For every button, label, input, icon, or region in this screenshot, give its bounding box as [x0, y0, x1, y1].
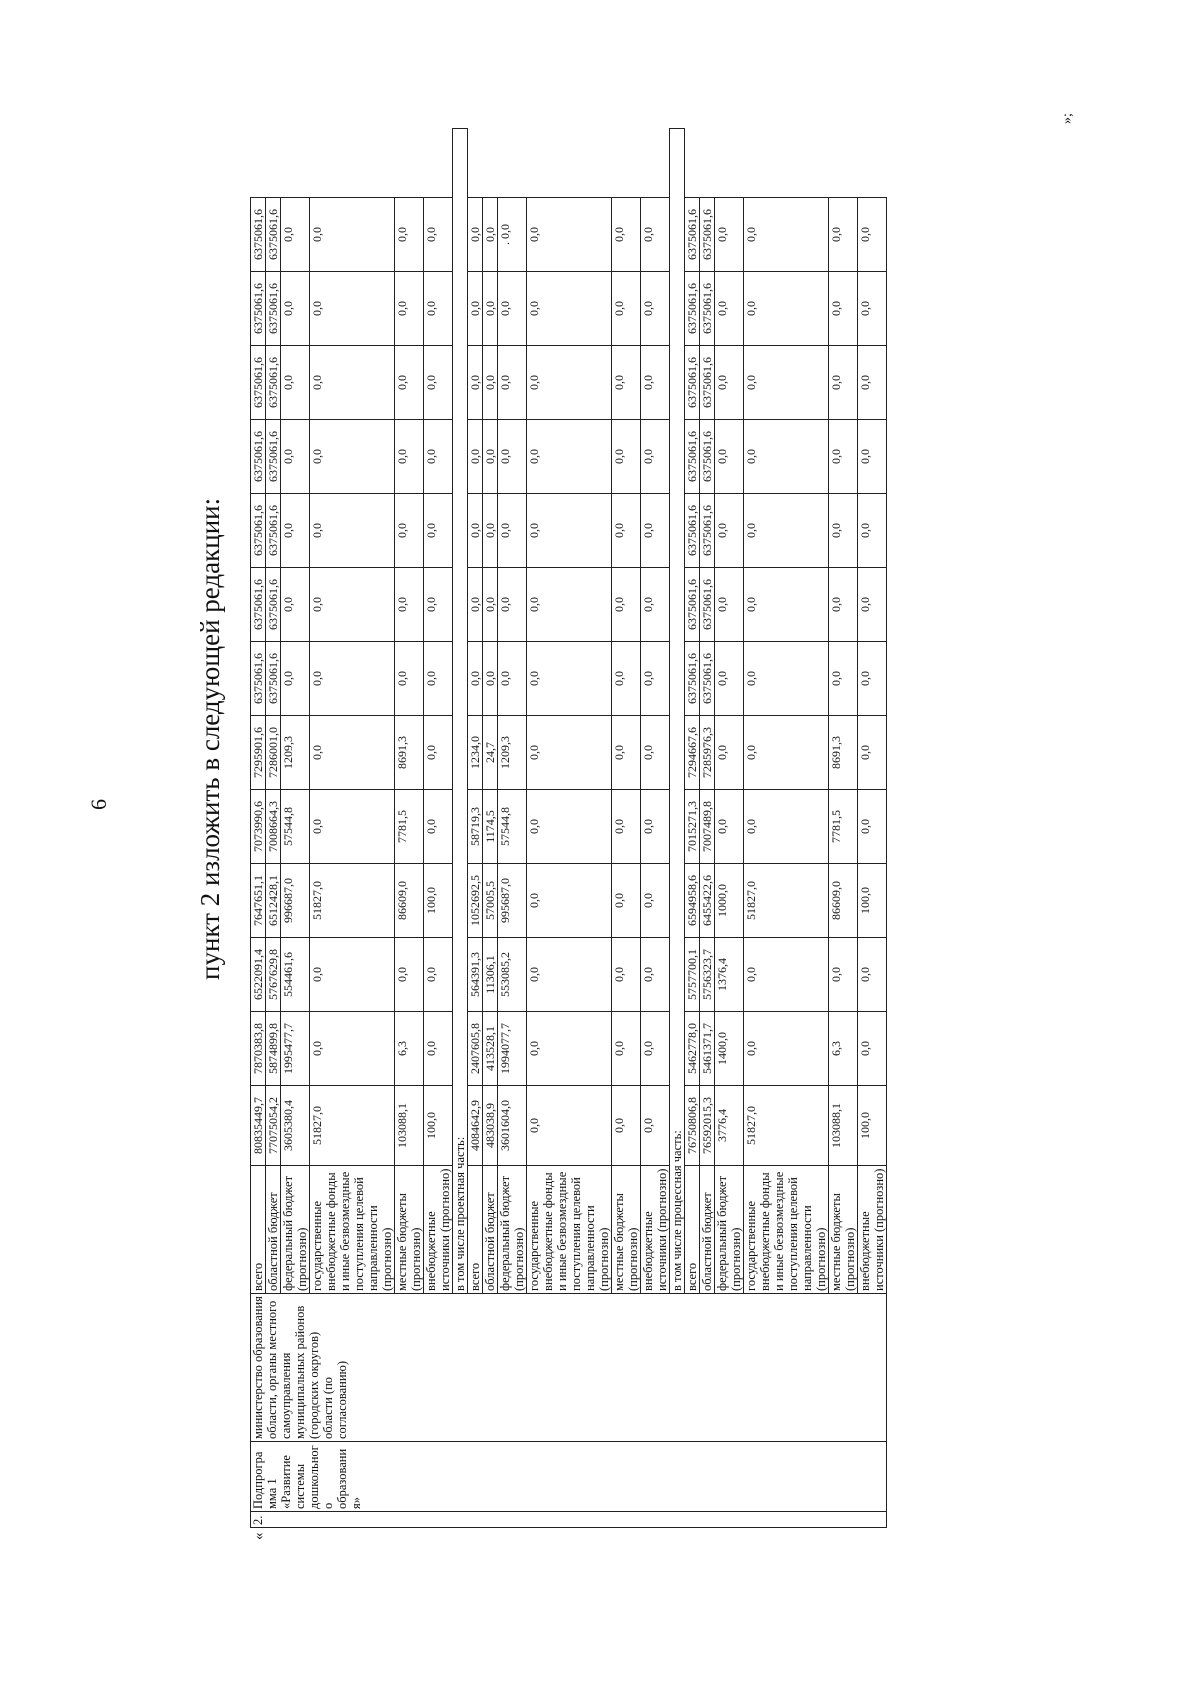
amount-cell: 0,0 — [641, 420, 670, 494]
amount-cell: . 0,0 — [498, 198, 527, 272]
amount-cell: 6375061,6 — [700, 272, 715, 346]
amount-cell: 0,0 — [829, 272, 858, 346]
amount-cell: 0,0 — [310, 568, 395, 642]
amount-cell: 6375061,6 — [266, 198, 281, 272]
amount-cell: 100,0 — [424, 1086, 453, 1166]
amount-cell: 996687,0 — [281, 864, 310, 938]
amount-cell: 0,0 — [744, 1012, 829, 1086]
amount-cell: 0,0 — [829, 420, 858, 494]
amount-cell: 0,0 — [641, 938, 670, 1012]
amount-cell: 0,0 — [612, 1012, 641, 1086]
amount-cell: 0,0 — [744, 716, 829, 790]
amount-cell: 0,0 — [310, 642, 395, 716]
amount-cell: 5461371,7 — [700, 1012, 715, 1086]
amount-cell: 0,0 — [395, 494, 424, 568]
amount-cell: 6375061,6 — [685, 568, 700, 642]
amount-cell: 0,0 — [483, 346, 498, 420]
amount-cell: 80835449,7 — [251, 1086, 266, 1166]
amount-cell: 1995477,7 — [281, 1012, 310, 1086]
amount-cell: 6375061,6 — [251, 642, 266, 716]
amount-cell: 0,0 — [483, 494, 498, 568]
amount-cell: 2407605,8 — [468, 1012, 483, 1086]
amount-cell: 0,0 — [858, 420, 887, 494]
amount-cell: 0,0 — [612, 642, 641, 716]
amount-cell: 103088,1 — [395, 1086, 424, 1166]
amount-cell: 6375061,6 — [251, 420, 266, 494]
amount-cell: 0,0 — [424, 790, 453, 864]
amount-cell: 11306,1 — [483, 938, 498, 1012]
amount-cell: 0,0 — [527, 272, 612, 346]
amount-cell: 0,0 — [483, 568, 498, 642]
amount-cell: 76592015,3 — [700, 1086, 715, 1166]
amount-cell: 0,0 — [612, 790, 641, 864]
amount-cell: 6,3 — [395, 1012, 424, 1086]
amount-cell: 6375061,6 — [266, 568, 281, 642]
funding-source-label: государственные внебюджетные фонды и иные безвозмездные поступления целевой направленности (прогнозно) — [527, 1166, 612, 1294]
opening-quote: « — [251, 1532, 267, 1540]
amount-cell: 0,0 — [744, 494, 829, 568]
amount-cell: 0,0 — [527, 790, 612, 864]
amount-cell: 7647651,1 — [251, 864, 266, 938]
amount-cell: 6375061,6 — [685, 272, 700, 346]
amount-cell: 7286001,0 — [266, 716, 281, 790]
amount-cell: 0,0 — [310, 716, 395, 790]
amount-cell: 0,0 — [744, 346, 829, 420]
amount-cell: 0,0 — [641, 568, 670, 642]
amount-cell: 0,0 — [641, 864, 670, 938]
amount-cell: 7007489,8 — [700, 790, 715, 864]
amount-cell: 6375061,6 — [700, 346, 715, 420]
amount-cell: 0,0 — [527, 716, 612, 790]
amount-cell: 564391,3 — [468, 938, 483, 1012]
amount-cell: 0,0 — [715, 272, 744, 346]
amount-cell: 0,0 — [612, 568, 641, 642]
funding-source-label: государственные внебюджетные фонды и иные безвозмездные поступления целевой направленности (прогнозно) — [744, 1166, 829, 1294]
amount-cell: 86609,0 — [829, 864, 858, 938]
amount-cell: 553085,2 — [498, 938, 527, 1012]
amount-cell: 6375061,6 — [251, 568, 266, 642]
amount-cell: 0,0 — [641, 494, 670, 568]
amount-cell: 0,0 — [858, 272, 887, 346]
amount-cell: 57544,8 — [281, 790, 310, 864]
table-row — [251, 129, 266, 1528]
amount-cell: 0,0 — [527, 420, 612, 494]
amount-cell: 0,0 — [310, 346, 395, 420]
amount-cell: 7295901,6 — [251, 716, 266, 790]
amount-cell: 0,0 — [744, 642, 829, 716]
funding-source-label: всего — [685, 1166, 700, 1294]
amount-cell: 0,0 — [641, 716, 670, 790]
page-number: 6 — [86, 799, 111, 810]
amount-cell: 0,0 — [612, 1086, 641, 1166]
amount-cell: 24,7 — [483, 716, 498, 790]
amount-cell: 0,0 — [829, 938, 858, 1012]
amount-cell: 5757700,1 — [685, 938, 700, 1012]
funding-source-label: внебюджетные источники (прогнозно) — [424, 1166, 453, 1294]
amount-cell: 5756323,7 — [700, 938, 715, 1012]
amount-cell: 0,0 — [744, 420, 829, 494]
amount-cell: 1376,4 — [715, 938, 744, 1012]
amount-cell: 0,0 — [527, 1086, 612, 1166]
funding-table — [250, 128, 887, 1528]
amount-cell: 51827,0 — [744, 864, 829, 938]
amount-cell: 0,0 — [468, 272, 483, 346]
amount-cell: 0,0 — [715, 346, 744, 420]
amount-cell: 100,0 — [858, 864, 887, 938]
amount-cell: 6594958,6 — [685, 864, 700, 938]
funding-source-label: областной бюджет — [483, 1166, 498, 1294]
amount-cell: 6375061,6 — [266, 346, 281, 420]
amount-cell: 0,0 — [527, 938, 612, 1012]
amount-cell: 7008664,3 — [266, 790, 281, 864]
amount-cell: 7285976,3 — [700, 716, 715, 790]
amount-cell: 0,0 — [715, 568, 744, 642]
amount-cell: 6375061,6 — [685, 198, 700, 272]
amount-cell: 554461,6 — [281, 938, 310, 1012]
funding-source-label: внебюджетные источники (прогнозно) — [641, 1166, 670, 1294]
executor-cell: министерство образования области, органы местного самоуправления муниципальных районов (городских округов) области (по согласованию) — [251, 1294, 887, 1442]
amount-cell: 0,0 — [858, 642, 887, 716]
amount-cell: 100,0 — [424, 864, 453, 938]
amount-cell: 103088,1 — [829, 1086, 858, 1166]
amount-cell: 0,0 — [424, 346, 453, 420]
amount-cell: 413528,1 — [483, 1012, 498, 1086]
amount-cell: 3605380,4 — [281, 1086, 310, 1166]
amount-cell: 0,0 — [310, 420, 395, 494]
funding-source-label: местные бюджеты (прогнозно) — [612, 1166, 641, 1294]
amount-cell: 0,0 — [424, 568, 453, 642]
amount-cell: 6375061,6 — [700, 494, 715, 568]
amount-cell: 0,0 — [715, 420, 744, 494]
amount-cell: 0,0 — [281, 642, 310, 716]
amount-cell: 6375061,6 — [685, 642, 700, 716]
amount-cell: 0,0 — [744, 568, 829, 642]
amount-cell: 0,0 — [612, 198, 641, 272]
amount-cell: 0,0 — [715, 790, 744, 864]
amount-cell: 0,0 — [641, 198, 670, 272]
amount-cell: 51827,0 — [744, 1086, 829, 1166]
amount-cell: 0,0 — [715, 198, 744, 272]
amount-cell: 0,0 — [468, 494, 483, 568]
amount-cell: 0,0 — [281, 272, 310, 346]
amount-cell: 995687,0 — [498, 864, 527, 938]
amount-cell: 1209,3 — [498, 716, 527, 790]
amount-cell: 0,0 — [641, 1086, 670, 1166]
amount-cell: 5874899,8 — [266, 1012, 281, 1086]
amount-cell: 1000,0 — [715, 864, 744, 938]
amount-cell: 7015271,3 — [685, 790, 700, 864]
amount-cell: 0,0 — [310, 790, 395, 864]
amount-cell: 1209,3 — [281, 716, 310, 790]
amount-cell: 483038,9 — [483, 1086, 498, 1166]
amount-cell: 0,0 — [858, 568, 887, 642]
amount-cell: 0,0 — [483, 272, 498, 346]
amount-cell: 6375061,6 — [266, 420, 281, 494]
amount-cell: 7294667,6 — [685, 716, 700, 790]
amount-cell: 0,0 — [498, 272, 527, 346]
amount-cell: 0,0 — [858, 198, 887, 272]
amount-cell: 0,0 — [424, 198, 453, 272]
amount-cell: 0,0 — [858, 938, 887, 1012]
row-number-cell: 2. — [251, 1512, 887, 1528]
amount-cell: 6455422,6 — [700, 864, 715, 938]
amount-cell: 7870383,8 — [251, 1012, 266, 1086]
funding-source-label: областной бюджет — [700, 1166, 715, 1294]
amount-cell: 5462778,0 — [685, 1012, 700, 1086]
funding-source-label: государственные внебюджетные фонды и иные безвозмездные поступления целевой направленности (прогнозно) — [310, 1166, 395, 1294]
amount-cell: 0,0 — [715, 494, 744, 568]
amount-cell: 0,0 — [829, 642, 858, 716]
amount-cell: 6375061,6 — [266, 272, 281, 346]
amount-cell: 6375061,6 — [266, 642, 281, 716]
amount-cell: 6522091,4 — [251, 938, 266, 1012]
amount-cell: 8691,3 — [395, 716, 424, 790]
amount-cell: 0,0 — [641, 790, 670, 864]
amount-cell: 0,0 — [395, 642, 424, 716]
section-label-project: в том числе проектная часть: — [453, 129, 468, 1294]
amount-cell: 77075054,2 — [266, 1086, 281, 1166]
amount-cell: 0,0 — [527, 1012, 612, 1086]
amount-cell: 0,0 — [829, 346, 858, 420]
amount-cell: 6375061,6 — [700, 420, 715, 494]
amount-cell: 0,0 — [612, 938, 641, 1012]
amount-cell: 0,0 — [468, 346, 483, 420]
amount-cell: 6375061,6 — [266, 494, 281, 568]
amount-cell: 0,0 — [858, 494, 887, 568]
amount-cell: 7781,5 — [395, 790, 424, 864]
amount-cell: 3601604,0 — [498, 1086, 527, 1166]
amount-cell: 0,0 — [612, 494, 641, 568]
amount-cell: 0,0 — [612, 716, 641, 790]
amount-cell: 0,0 — [395, 420, 424, 494]
amount-cell: 0,0 — [829, 198, 858, 272]
amount-cell: 1994077,7 — [498, 1012, 527, 1086]
amount-cell: 0,0 — [715, 642, 744, 716]
amount-cell: 0,0 — [858, 1012, 887, 1086]
amount-cell: 0,0 — [468, 198, 483, 272]
amount-cell: 0,0 — [468, 568, 483, 642]
amount-cell: 0,0 — [310, 938, 395, 1012]
amount-cell: 0,0 — [858, 346, 887, 420]
amount-cell: 7073990,6 — [251, 790, 266, 864]
amount-cell: 0,0 — [498, 568, 527, 642]
amount-cell: 6375061,6 — [251, 272, 266, 346]
amount-cell: 0,0 — [612, 420, 641, 494]
amount-cell: 3776,4 — [715, 1086, 744, 1166]
amount-cell: 6375061,6 — [685, 420, 700, 494]
funding-source-label: всего — [251, 1166, 266, 1294]
amount-cell: 0,0 — [527, 494, 612, 568]
amount-cell: 6375061,6 — [251, 198, 266, 272]
amount-cell: 0,0 — [468, 420, 483, 494]
amount-cell: 0,0 — [527, 642, 612, 716]
amount-cell: 0,0 — [395, 272, 424, 346]
amount-cell: 0,0 — [498, 346, 527, 420]
amount-cell: 0,0 — [612, 272, 641, 346]
rotated-page-content — [195, 113, 1095, 1540]
closing-quote: »; — [1060, 113, 1075, 124]
amount-cell: 0,0 — [281, 346, 310, 420]
funding-source-label: местные бюджеты (прогнозно) — [829, 1166, 858, 1294]
amount-cell: 0,0 — [858, 790, 887, 864]
amendment-heading: пункт 2 изложить в следующей редакции: — [195, 497, 225, 980]
amount-cell: 0,0 — [281, 494, 310, 568]
amount-cell: 5767629,8 — [266, 938, 281, 1012]
amount-cell: 0,0 — [281, 568, 310, 642]
amount-cell: 0,0 — [498, 494, 527, 568]
amount-cell: 0,0 — [395, 346, 424, 420]
amount-cell: 1400,0 — [715, 1012, 744, 1086]
amount-cell: 0,0 — [715, 716, 744, 790]
amount-cell: 0,0 — [744, 938, 829, 1012]
funding-source-label: всего — [468, 1166, 483, 1294]
amount-cell: 51827,0 — [310, 864, 395, 938]
amount-cell: 0,0 — [310, 198, 395, 272]
amount-cell: 0,0 — [829, 568, 858, 642]
amount-cell: 57005,5 — [483, 864, 498, 938]
amount-cell: 0,0 — [310, 1012, 395, 1086]
amount-cell: 0,0 — [744, 198, 829, 272]
amount-cell: 0,0 — [641, 1012, 670, 1086]
amount-cell: 6375061,6 — [700, 198, 715, 272]
amount-cell: 0,0 — [483, 642, 498, 716]
amount-cell: 51827,0 — [310, 1086, 395, 1166]
amount-cell: 0,0 — [527, 346, 612, 420]
amount-cell: 0,0 — [424, 716, 453, 790]
amount-cell: 100,0 — [858, 1086, 887, 1166]
amount-cell: 0,0 — [744, 272, 829, 346]
funding-source-label: местные бюджеты (прогнозно) — [395, 1166, 424, 1294]
amount-cell: 6512428,1 — [266, 864, 281, 938]
amount-cell: 0,0 — [424, 494, 453, 568]
funding-source-label: внебюджетные источники (прогнозно) — [858, 1166, 887, 1294]
amount-cell: 7781,5 — [829, 790, 858, 864]
amount-cell: 0,0 — [424, 642, 453, 716]
amount-cell: 0,0 — [424, 1012, 453, 1086]
amount-cell: 0,0 — [527, 568, 612, 642]
subprogram-name-cell: Подпрограмма 1 «Развитие системы дошкольного образования» — [251, 1442, 887, 1512]
amount-cell: 6375061,6 — [685, 494, 700, 568]
amount-cell: 6375061,6 — [685, 346, 700, 420]
amount-cell: 0,0 — [395, 568, 424, 642]
amount-cell: 58719,3 — [468, 790, 483, 864]
amount-cell: 0,0 — [829, 494, 858, 568]
amount-cell: 0,0 — [744, 790, 829, 864]
section-label-process: в том числе процессная часть: — [670, 129, 685, 1294]
amount-cell: 76750806,8 — [685, 1086, 700, 1166]
amount-cell: 0,0 — [424, 420, 453, 494]
amount-cell: 6375061,6 — [251, 494, 266, 568]
amount-cell: 0,0 — [310, 272, 395, 346]
amount-cell: 0,0 — [612, 864, 641, 938]
amount-cell: 57544,8 — [498, 790, 527, 864]
amount-cell: 0,0 — [858, 716, 887, 790]
amount-cell: 4084642,9 — [468, 1086, 483, 1166]
amount-cell: 6,3 — [829, 1012, 858, 1086]
amount-cell: 1234,0 — [468, 716, 483, 790]
amount-cell: 6375061,6 — [700, 568, 715, 642]
amount-cell: 0,0 — [498, 642, 527, 716]
amount-cell: 0,0 — [468, 642, 483, 716]
funding-source-label: федеральный бюджет (прогнозно) — [498, 1166, 527, 1294]
amount-cell: 8691,3 — [829, 716, 858, 790]
funding-source-label: федеральный бюджет (прогнозно) — [281, 1166, 310, 1294]
amount-cell: 6375061,6 — [251, 346, 266, 420]
amount-cell: 0,0 — [641, 272, 670, 346]
amount-cell: 0,0 — [612, 346, 641, 420]
amount-cell: 0,0 — [498, 420, 527, 494]
funding-table-body — [251, 129, 887, 1528]
amount-cell: 0,0 — [527, 864, 612, 938]
amount-cell: 0,0 — [641, 346, 670, 420]
amount-cell: 0,0 — [641, 642, 670, 716]
amount-cell: 0,0 — [395, 198, 424, 272]
amount-cell: 0,0 — [483, 198, 498, 272]
amount-cell: 0,0 — [310, 494, 395, 568]
amount-cell: 0,0 — [424, 938, 453, 1012]
funding-source-label: федеральный бюджет (прогнозно) — [715, 1166, 744, 1294]
amount-cell: 0,0 — [424, 272, 453, 346]
amount-cell: 0,0 — [483, 420, 498, 494]
funding-source-label: областной бюджет — [266, 1166, 281, 1294]
amount-cell: 0,0 — [395, 938, 424, 1012]
amount-cell: 0,0 — [281, 198, 310, 272]
amount-cell: 0,0 — [281, 420, 310, 494]
amount-cell: 1174,5 — [483, 790, 498, 864]
amount-cell: 6375061,6 — [700, 642, 715, 716]
amount-cell: 86609,0 — [395, 864, 424, 938]
amount-cell: 1052692,5 — [468, 864, 483, 938]
amount-cell: 0,0 — [527, 198, 612, 272]
